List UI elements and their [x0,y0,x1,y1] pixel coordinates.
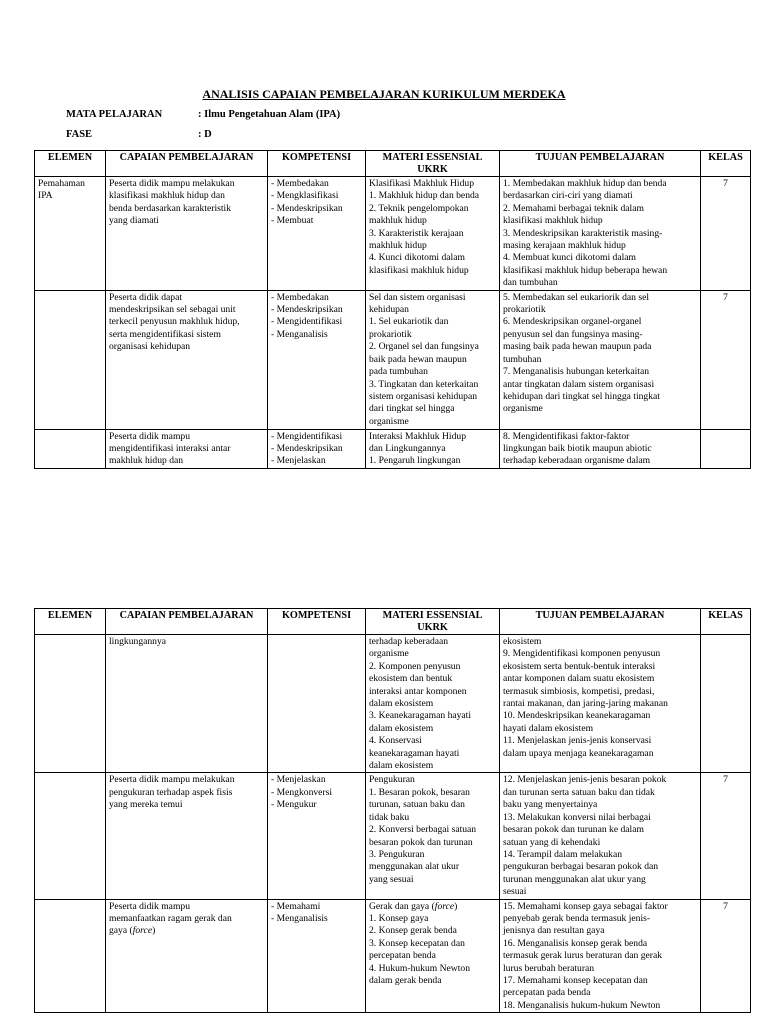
cell-kompetensi [268,290,366,429]
cell-tujuan-line: 1. Membedakan makhluk hidup dan benda [503,178,667,189]
cell-tujuan-line: kehidupan dari tingkat sel hingga tingkat [503,390,660,402]
cell-materi [366,773,500,899]
cell-tujuan-line: baku yang menyertainya [503,799,598,811]
cell-kelas: 7 [701,773,751,899]
cell-tujuan-line: satuan yang di kehendaki [503,836,601,848]
cell-capaian-line: yang diamati [109,215,159,227]
cell-elemen [35,635,106,773]
header-capaian: CAPAIAN PEMBELAJARAN [106,609,268,635]
cell-kompetensi-line: - Mendeskripsikan [271,443,343,455]
document-title: ANALISIS CAPAIAN PEMBELAJARAN KURIKULUM MERDEKA [202,87,566,101]
cell-materi-line: 2. Konversi berbagai satuan [369,824,477,836]
cell-tujuan [500,899,701,1013]
cell-kompetensi-line: - Membuat [271,215,314,227]
cell-capaian-line: yang mereka temui [109,799,183,811]
cell-materi-line: 3. Konsep kecepatan dan [369,937,465,949]
cell-tujuan-line: penyusun sel dan fungsinya masing- [503,328,643,340]
cell-tujuan-line: rantai makanan, dan jaring-jaring makanan [503,698,668,710]
cell-tujuan-line: jenisnya dan resultan gaya [503,925,605,937]
cell-tujuan [500,429,701,468]
cell-materi-line: menggunakan alat ukur [369,861,460,873]
cell-materi-line: yang sesuai [369,873,414,885]
cell-materi-line: kehidupan [369,304,409,316]
cell-tujuan-line: 6. Mendeskripsikan organel-organel [503,316,642,328]
cell-tujuan-line: lurus berubah beraturan [503,962,595,974]
cell-capaian [106,177,268,291]
cell-elemen-line: Pemahaman [38,178,85,189]
cell-tujuan-line: antar komponen dalam suatu ekosistem [503,673,655,685]
cell-materi-line: 1. Sel eukariotik dan [369,316,449,328]
cell-materi [366,290,500,429]
cell-kompetensi-line: - Mendeskripsikan [271,202,343,214]
cell-capaian-line: klasifikasi makhluk hidup dan [109,190,225,202]
cell-tujuan-line: terhadap keberadaan organisme dalam [503,455,651,467]
header-kompetensi: KOMPETENSI [268,609,366,635]
cell-materi-line: baik pada hewan maupun [369,353,467,365]
cell-capaian [106,773,268,899]
table-row [35,899,751,1013]
cell-tujuan-line: sesuai [503,886,527,898]
table-row [35,290,751,429]
cell-tujuan-line: 11. Menjelaskan jenis-jenis konservasi [503,735,652,747]
cell-tujuan-line: dan turunan serta satuan baku dan tidak [503,786,655,798]
cell-materi-line: organisme [369,648,409,660]
cell-capaian-line: mendeskripsikan sel sebagai unit [109,304,236,316]
cell-kompetensi [268,177,366,291]
cell-tujuan-line: dan tumbuhan [503,277,558,289]
meta-phase-label: FASE [66,129,93,140]
cell-tujuan-line: klasifikasi makhluk hidup beberapa hewan [503,264,668,276]
cell-capaian-line: pengukuran terhadap aspek fisis [109,786,233,798]
cell-kompetensi [268,429,366,468]
cell-capaian-line: Peserta didik mampu [109,430,190,442]
meta-phase [66,129,212,140]
cell-tujuan-line: 12. Menjelaskan jenis-jenis besaran pokok [503,774,667,786]
cell-kompetensi-line: - Mengukur [271,799,317,811]
cell-tujuan-line: 7. Menganalisis hubungan keterkaitan [503,366,650,378]
cell-tujuan-line: 5. Membedakan sel eukariorik dan sel [503,291,649,303]
cell-capaian-line: terkecil penyusun makhluk hidup, [109,316,240,328]
cell-materi [366,899,500,1013]
table-header-row [35,609,751,635]
header-tujuan: TUJUAN PEMBELAJARAN [500,151,701,177]
cell-materi-line: 4. Konservasi [369,735,422,747]
cell-materi-line: makhluk hidup [369,215,427,227]
cell-capaian-line: Peserta didik mampu melakukan [109,178,235,189]
cell-materi [366,429,500,468]
table-row [35,773,751,899]
cell-tujuan-line: 2. Memahami berbagai teknik dalam [503,202,644,214]
cell-capaian-line: makhluk hidup dan [109,455,184,467]
cell-materi-line: 3. Keanekaragaman hayati [369,710,472,722]
cell-elemen [35,773,106,899]
cell-tujuan-line: turunan menggunakan alat ukur yang [503,873,646,885]
cell-tujuan-line: dalam upaya menjaga keanekaragaman [503,747,654,759]
meta-subject [66,109,340,120]
header-kelas: KELAS [701,609,751,635]
cell-tujuan-line: 14. Terampil dalam melakukan [503,848,623,860]
cell-capaian-line: Peserta didik mampu [109,900,190,912]
cell-tujuan-line: termasuk gerak lurus beraturan dan gerak [503,950,663,962]
cell-materi [366,177,500,291]
cell-kelas [701,635,751,773]
cell-materi-line: keanekaragaman hayati [369,747,460,759]
cell-materi [366,635,500,773]
cell-tujuan-line: ekosistem [503,636,542,647]
cell-kompetensi-line: - Memahami [271,900,321,912]
cell-elemen [35,899,106,1013]
cell-capaian-line: Peserta didik mampu melakukan [109,774,235,786]
cell-materi-line: Interaksi Makhluk Hidup [369,430,466,442]
cell-materi-line: turunan, satuan baku dan [369,799,465,811]
cell-materi-line: dalam ekosistem [369,698,434,710]
cell-capaian-line: lingkungannya [109,636,167,647]
cell-materi-line: makhluk hidup [369,240,427,252]
cell-materi-line: dalam ekosistem [369,760,434,772]
analysis-table-page-2 [34,608,751,1013]
cell-materi-line: percepatan benda [369,950,436,962]
cell-materi-line: 4. Hukum-hukum Newton [369,962,470,974]
cell-tujuan-line: 4. Membuat kunci dikotomi dalam [503,252,636,264]
cell-tujuan [500,635,701,773]
cell-kompetensi-line: - Mengidentifikasi [271,430,343,442]
cell-capaian-line: serta mengidentifikasi sistem [109,328,221,340]
cell-tujuan-line: pengukuran berbagai besaran pokok dan [503,861,659,873]
cell-kompetensi-line: - Membedakan [271,291,329,303]
cell-tujuan [500,290,701,429]
cell-materi-line: 2. Teknik pengelompokan [369,202,469,214]
header-capaian: CAPAIAN PEMBELAJARAN [106,151,268,177]
cell-tujuan-line: tumbuhan [503,353,542,365]
header-materi: MATERI ESSENSIAL UKRK [366,151,500,177]
cell-tujuan-line: antar tingkatan dalam sistem organisasi [503,378,655,390]
cell-tujuan-line: 10. Mendeskripsikan keanekaragaman [503,710,651,722]
header-tujuan: TUJUAN PEMBELAJARAN [500,609,701,635]
cell-materi-line: 4. Kunci dikotomi dalam [369,252,465,264]
analysis-table-page-1 [34,150,751,469]
cell-kompetensi [268,773,366,899]
cell-materi-line: terhadap keberadaan [369,636,449,647]
cell-capaian [106,635,268,773]
cell-tujuan [500,177,701,291]
cell-tujuan-line: besaran pokok dan turunan ke dalam [503,824,644,836]
cell-tujuan-line: penyebab gerak benda termasuk jenis- [503,912,651,924]
cell-materi-line: dalam ekosistem [369,722,434,734]
cell-materi-line: 2. Komponen penyusun [369,660,461,672]
cell-capaian-line: benda berdasarkan karakteristik [109,202,231,214]
cell-kompetensi-line: - Mengklasifikasi [271,190,339,202]
cell-materi-line: Klasifikasi Makhluk Hidup [369,178,474,189]
cell-tujuan [500,773,701,899]
cell-tujuan-line: 16. Menganalisis konsep gerak benda [503,937,648,949]
cell-elemen-line: IPA [38,190,53,202]
cell-capaian [106,429,268,468]
cell-materi-line: dan Lingkungannya [369,443,446,455]
cell-tujuan-line: prokariotik [503,304,546,316]
cell-capaian-line: mengidentifikasi interaksi antar [109,443,231,455]
cell-elemen [35,290,106,429]
cell-materi-line: dari tingkat sel hingga [369,403,455,415]
cell-kompetensi-line: - Mengkonversi [271,786,333,798]
cell-materi-line: 1. Besaran pokok, besaran [369,786,470,798]
cell-materi-line: besaran pokok dan turunan [369,836,473,848]
cell-tujuan-line: 8. Mengidentifikasi faktor-faktor [503,430,630,442]
cell-elemen [35,429,106,468]
cell-kompetensi [268,899,366,1013]
cell-kelas: 7 [701,899,751,1013]
cell-materi-line: tidak baku [369,811,410,823]
header-elemen: ELEMEN [35,151,106,177]
cell-kelas: 7 [701,177,751,291]
cell-materi-line: 1. Pengaruh lingkungan [369,455,461,467]
cell-tujuan-line: berdasarkan ciri-ciri yang diamati [503,190,633,202]
cell-tujuan-line: klasifikasi makhluk hidup [503,215,603,227]
header-kompetensi: KOMPETENSI [268,151,366,177]
cell-materi-line: 1. Konsep gaya [369,912,429,924]
cell-materi-line: pada tumbuhan [369,366,428,378]
cell-kompetensi-line: - Mengidentifikasi [271,316,343,328]
cell-materi-line: ekosistem dan bentuk [369,673,453,685]
cell-tujuan-line: termasuk simbiosis, kompetisi, predasi, [503,685,655,697]
cell-tujuan-line: hayati dalam ekosistem [503,722,594,734]
cell-materi-line: interaksi antar komponen [369,685,467,697]
cell-materi-line: klasifikasi makhluk hidup [369,264,469,276]
cell-tujuan-line: ekosistem serta bentuk-bentuk interaksi [503,660,656,672]
table-row [35,177,751,291]
cell-tujuan-line: 17. Memahami konsep kecepatan dan [503,974,648,986]
cell-tujuan-line: 13. Melakukan konversi nilai berbagai [503,811,651,823]
cell-tujuan-line: 9. Mengidentifikasi komponen penyusun [503,648,661,660]
cell-capaian-line: gaya (force) [109,925,156,937]
cell-kompetensi-line: - Menganalisis [271,328,328,340]
header-elemen: ELEMEN [35,609,106,635]
cell-kompetensi-line: - Menjelaskan [271,455,326,467]
cell-tujuan-line: masing baik pada hewan maupun pada [503,341,652,353]
header-materi: MATERI ESSENSIAL UKRK [366,609,500,635]
table-header-row [35,151,751,177]
cell-capaian-line: Peserta didik dapat [109,291,182,303]
cell-tujuan-line: masing kerajaan makhluk hidup [503,240,626,252]
cell-materi-line: Sel dan sistem organisasi [369,291,466,303]
cell-materi-line: Gerak dan gaya (force) [369,900,458,912]
header-kelas: KELAS [701,151,751,177]
cell-elemen [35,177,106,291]
cell-materi-line: 2. Konsep gerak benda [369,925,457,937]
cell-materi-line: 3. Tingkatan dan keterkaitan [369,378,479,390]
cell-materi-line: 2. Organel sel dan fungsinya [369,341,479,353]
cell-materi-line: 1. Makhluk hidup dan benda [369,190,480,202]
meta-subject-value: : Ilmu Pengetahuan Alam (IPA) [198,109,341,120]
cell-capaian-line: organisasi kehidupan [109,341,191,353]
cell-tujuan-line: lingkungan baik biotik maupun abiotic [503,443,652,455]
cell-tujuan-line: organisme [503,403,543,415]
table-row [35,635,751,773]
cell-kompetensi-line: - Membedakan [271,178,329,189]
cell-tujuan-line: 3. Mendeskripsikan karakteristik masing- [503,227,663,239]
cell-capaian [106,899,268,1013]
cell-materi-line: sistem organisasi kehidupan [369,390,478,402]
cell-kelas: 7 [701,290,751,429]
cell-kelas [701,429,751,468]
cell-capaian [106,290,268,429]
meta-phase-value: : D [198,129,212,140]
table-row [35,429,751,468]
cell-kompetensi-line: - Menganalisis [271,912,328,924]
cell-materi-line: dalam gerak benda [369,974,442,986]
meta-subject-label: MATA PELAJARAN [66,109,163,120]
cell-materi-line: prokariotik [369,328,412,340]
cell-tujuan-line: percepatan pada benda [503,987,591,999]
cell-kompetensi [268,635,366,773]
cell-tujuan-line: 15. Memahami konsep gaya sebagai faktor [503,900,668,912]
cell-materi-line: 3. Pengukuran [369,848,425,860]
cell-materi-line: organisme [369,415,409,427]
cell-capaian-line: memanfaatkan ragam gerak dan [109,912,232,924]
cell-tujuan-line: 18. Menganalisis hukum-hukum Newton [503,999,661,1011]
cell-materi-line: 3. Karakteristik kerajaan [369,227,464,239]
cell-kompetensi-line: - Mendeskripsikan [271,304,343,316]
cell-materi-line: Pengukuran [369,774,415,786]
cell-kompetensi-line: - Menjelaskan [271,774,326,786]
